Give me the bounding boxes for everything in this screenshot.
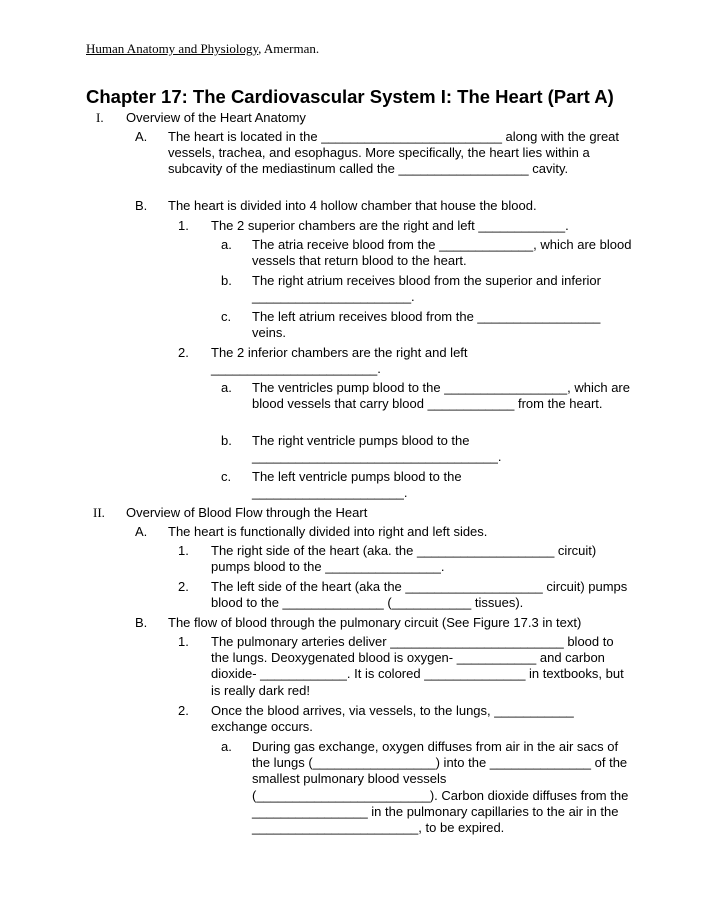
outline-text: During gas exchange, oxygen diffuses from air in the air sacs of the lungs (_________________) into the ______________ of the smallest pulmonary blood vessels (________________________). Carbon dioxide diffuses from the ________________ in the pulmonary capillaries to the air in the _______________________, to be expired. <box>252 739 629 836</box>
outline-label: b. <box>221 433 232 448</box>
outline-label: b. <box>221 273 232 288</box>
outline-label: B. <box>135 615 148 630</box>
author-name: , Amerman. <box>258 41 320 56</box>
outline-text: The right side of the heart (aka. the ___________________ circuit) pumps blood to the ________________. <box>211 543 597 575</box>
outline-label: 2. <box>178 345 189 360</box>
outline-label: 1. <box>178 543 189 558</box>
outline-text: The ventricles pump blood to the _________________, which are blood vessels that carry blood ____________ from the heart. <box>252 380 630 412</box>
outline-label: B. <box>135 198 148 213</box>
outline-label: A. <box>135 129 148 144</box>
outline-label: c. <box>221 309 232 324</box>
outline-text: The pulmonary arteries deliver ________________________ blood to the lungs. Deoxygenated blood is oxygen- ___________ and carbon dioxide- ____________. It is colored ______________ in textbooks, but is really dark red! <box>211 634 624 698</box>
outline-text: The heart is functionally divided into right and left sides. <box>168 524 488 539</box>
outline-label: c. <box>221 469 232 484</box>
outline-label: a. <box>221 380 232 395</box>
outline-label: a. <box>221 237 232 252</box>
outline-text: Overview of Blood Flow through the Heart <box>126 505 368 520</box>
outline-text: The heart is located in the _________________________ along with the great vessels, trachea, and esophagus. More specifically, the heart lies within a subcavity of the mediastinum called the __________________ cavity. <box>168 129 620 177</box>
outline-label: 2. <box>178 703 189 718</box>
outline-text: The left atrium receives blood from the _________________ veins. <box>252 309 601 341</box>
outline-label: 2. <box>178 579 189 594</box>
outline-text: The left side of the heart (aka the ___________________ circuit) pumps blood to the ______________ (___________ tissues). <box>211 579 628 611</box>
outline-label: 1. <box>178 634 189 649</box>
outline-text: The atria receive blood from the _____________, which are blood vessels that return blood to the heart. <box>252 237 632 269</box>
outline-label: A. <box>135 524 148 539</box>
chapter-title: Chapter 17: The Cardiovascular System I: The Heart (Part A) <box>86 86 614 107</box>
outline-label: a. <box>221 739 232 754</box>
outline-text: The left ventricle pumps blood to the _____________________. <box>252 469 462 501</box>
outline-label: II. <box>93 505 105 520</box>
outline-text: Overview of the Heart Anatomy <box>126 110 306 125</box>
outline-text: The right ventricle pumps blood to the __________________________________. <box>252 433 502 465</box>
outline-label: I. <box>96 110 104 125</box>
outline-text: The flow of blood through the pulmonary circuit (See Figure 17.3 in text) <box>168 615 582 630</box>
outline-text: The 2 superior chambers are the right and left ____________. <box>211 218 569 233</box>
outline-label: 1. <box>178 218 189 233</box>
outline-text: The 2 inferior chambers are the right and left _______________________. <box>211 345 468 377</box>
outline-text: Once the blood arrives, via vessels, to the lungs, ___________ exchange occurs. <box>211 703 574 735</box>
book-title: Human Anatomy and Physiology <box>86 41 259 56</box>
outline-text: The heart is divided into 4 hollow chamber that house the blood. <box>168 198 537 213</box>
outline-text: The right atrium receives blood from the superior and inferior ______________________. <box>252 273 601 305</box>
document-header <box>86 41 319 57</box>
